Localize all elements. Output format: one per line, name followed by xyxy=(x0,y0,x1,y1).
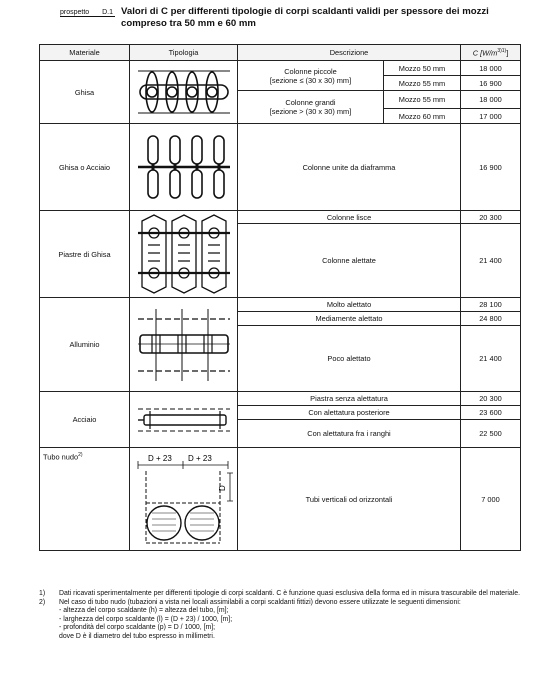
value-cell: 16 900 xyxy=(461,76,521,91)
value-cell: 18 000 xyxy=(461,91,521,109)
aluminium-radiator-figure xyxy=(134,305,234,385)
material-piastre: Piastre di Ghisa xyxy=(40,211,130,298)
table-title: Valori di C per differenti tipologie di corpi scaldanti validi per spessore dei mozzi compreso tra 50 mm e 60 mm xyxy=(121,6,489,29)
value-cell: 20 300 xyxy=(461,392,521,406)
table-row xyxy=(40,211,521,224)
dim-label-1: D + 23 xyxy=(147,454,172,463)
material-ghisa-acciaio: Ghisa o Acciaio xyxy=(40,124,130,211)
desc-mediamente-alettato: Mediamente alettato xyxy=(238,312,461,326)
value-cell: 28 100 xyxy=(461,298,521,312)
radiator-table xyxy=(39,44,521,551)
material-acciaio: Acciaio xyxy=(40,392,130,448)
col-descrizione: Descrizione xyxy=(238,45,461,61)
table-row xyxy=(40,392,521,406)
mozzo-cell: Mozzo 50 mm xyxy=(384,61,461,76)
bare-pipe-figure xyxy=(132,451,236,547)
col-c-value: C $[W/m^{3)1)}]$ xyxy=(461,45,521,61)
desc-molto-alettato: Molto alettato xyxy=(238,298,461,312)
value-cell: 22 500 xyxy=(461,420,521,448)
value-cell: 17 000 xyxy=(461,109,521,124)
table-header xyxy=(0,0,539,40)
desc-colonne-lisce: Colonne lisce xyxy=(238,211,461,224)
dim-d-label: D xyxy=(217,485,227,491)
table-row xyxy=(40,124,521,211)
cast-iron-plate-figure xyxy=(134,211,234,297)
figure-piastre-cell xyxy=(130,211,238,298)
figure-diaframma-cell xyxy=(130,124,238,211)
footnote: - profondità del corpo scaldante (p) = D / 1000, [m]; xyxy=(59,624,216,632)
value-cell: 21 400 xyxy=(461,326,521,392)
figure-ghisa-cell xyxy=(130,61,238,124)
footnote: dove D è il diametro del tubo espresso in millimetri. xyxy=(59,632,215,640)
value-cell: 20 300 xyxy=(461,211,521,224)
header-row xyxy=(40,45,521,61)
table-row xyxy=(40,448,521,551)
desc-piastra-senza: Piastra senza alettatura xyxy=(238,392,461,406)
desc-alettatura-ranghi: Con alettatura fra i ranghi xyxy=(238,420,461,448)
figure-acciaio-cell xyxy=(130,392,238,448)
desc-colonne-alettate: Colonne alettate xyxy=(238,224,461,298)
desc-diaframma: Colonne unite da diaframma xyxy=(238,124,461,211)
figure-alluminio-cell xyxy=(130,298,238,392)
mozzo-cell: Mozzo 60 mm xyxy=(384,109,461,124)
diaphragm-column-figure xyxy=(134,128,234,206)
desc-colonne-grandi: Colonne grandi [sezione > (30 x 30) mm] xyxy=(238,91,384,124)
footnote: 2) Nel caso di tubo nudo (tubazioni a vista nei locali assimilabili a corpi scaldanti fittizi) devono essere utilizzate le seguenti dimensioni: xyxy=(39,598,461,606)
material-ghisa: Ghisa xyxy=(40,61,130,124)
prospetto-text: prospetto xyxy=(60,9,90,16)
footnotes xyxy=(39,590,520,642)
col-tipologia: Tipologia xyxy=(130,45,238,61)
prospetto-code: D.1 xyxy=(102,9,113,16)
value-cell: 24 800 xyxy=(461,312,521,326)
value-cell: 16 900 xyxy=(461,124,521,211)
steel-panel-figure xyxy=(134,397,234,443)
desc-alettatura-posteriore: Con alettatura posteriore xyxy=(238,406,461,420)
figure-tubo-cell xyxy=(130,448,238,551)
table-row xyxy=(40,61,521,76)
footnote: - altezza del corpo scaldante (h) = altezza del tubo, [m]; xyxy=(59,607,229,615)
value-cell: 21 400 xyxy=(461,224,521,298)
prospetto-label xyxy=(60,9,115,17)
mozzo-cell: Mozzo 55 mm xyxy=(384,91,461,109)
value-cell: 7 000 xyxy=(461,448,521,551)
desc-colonne-piccole: Colonne piccole [sezione ≤ (30 x 30) mm] xyxy=(238,61,384,91)
value-cell: 23 600 xyxy=(461,406,521,420)
cast-iron-column-figure xyxy=(134,61,234,123)
col-materiale: Materiale xyxy=(40,45,130,61)
desc-poco-alettato: Poco alettato xyxy=(238,326,461,392)
footnote: - larghezza del corpo scaldante (l) = (D + 23) / 1000, [m]; xyxy=(59,615,233,623)
material-tubo-nudo: Tubo nudo$^{2)}$ xyxy=(40,448,130,551)
mozzo-cell: Mozzo 55 mm xyxy=(384,76,461,91)
desc-tubi: Tubi verticali od orizzontali xyxy=(238,448,461,551)
footnote: 1) Dati ricavati sperimentalmente per differenti tipologie di corpi scaldanti. C è funzione quasi esclusiva della forma ed in misura trascurabile del materiale. xyxy=(39,590,521,597)
dim-label-2: D + 23 xyxy=(187,454,212,463)
table-row xyxy=(40,298,521,312)
material-alluminio: Alluminio xyxy=(40,298,130,392)
value-cell: 18 000 xyxy=(461,61,521,76)
